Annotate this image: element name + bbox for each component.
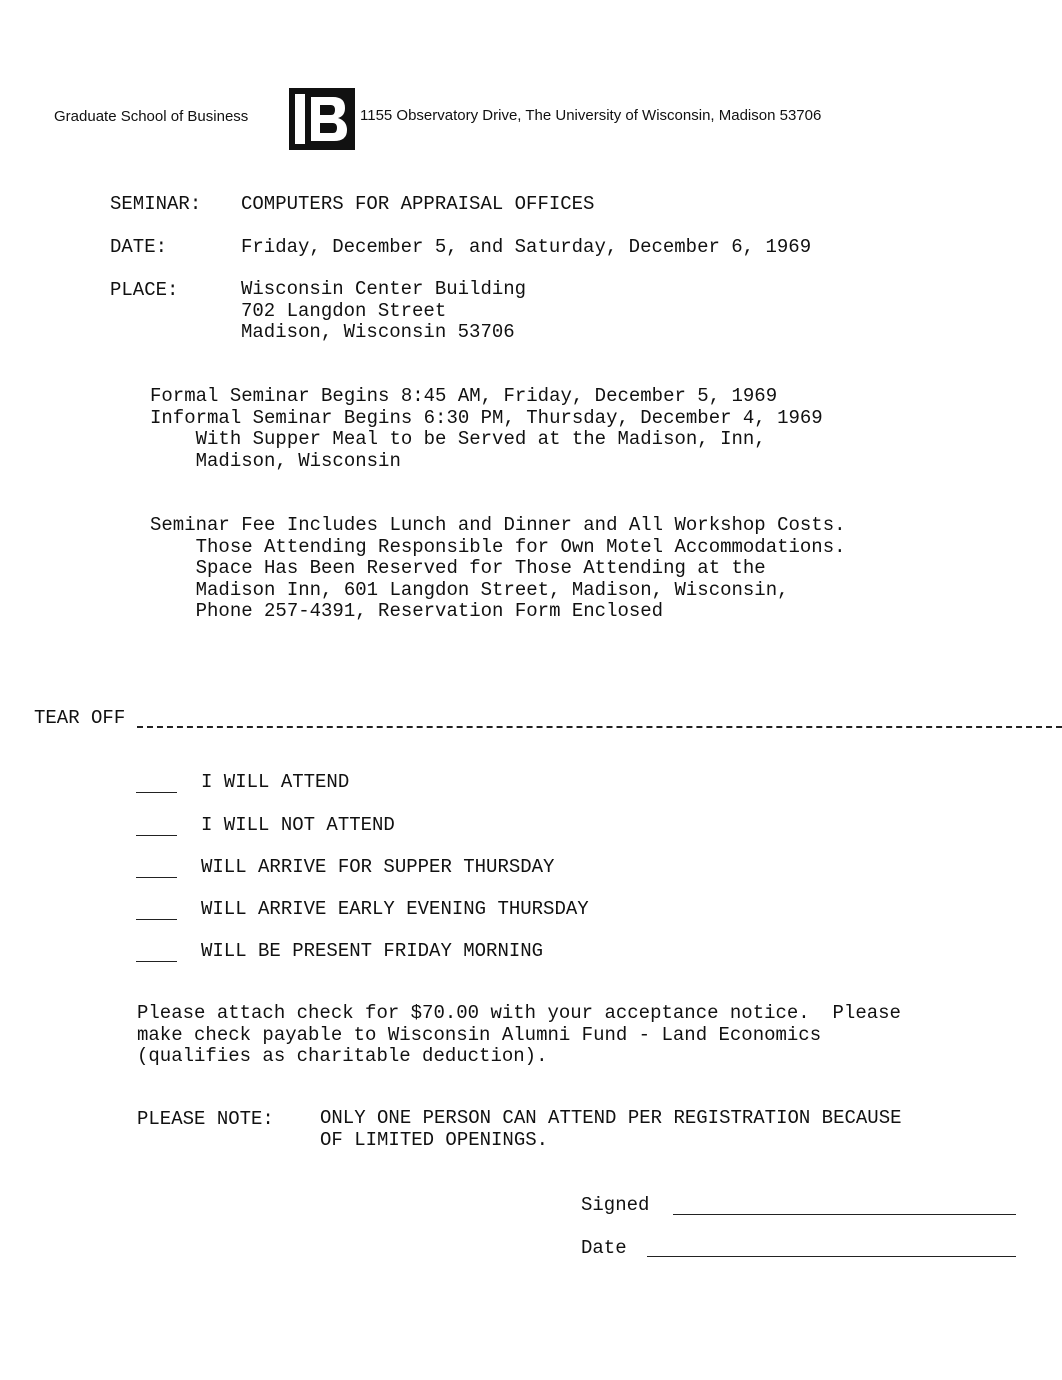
tear-off-line [137, 726, 1062, 728]
schedule-block [150, 386, 823, 472]
university-logo [289, 88, 355, 150]
signature-line[interactable] [673, 1214, 1016, 1215]
seminar-label: SEMINAR: [110, 193, 202, 215]
fee-block [150, 515, 846, 623]
supper-thursday-blank[interactable] [136, 877, 177, 878]
option-label: I WILL ATTEND [201, 771, 350, 793]
schedule-line: Formal Seminar Begins 8:45 AM, Friday, December 5, 1969 [150, 385, 778, 407]
not-attend-blank[interactable] [136, 835, 177, 836]
payment-line: (qualifies as charitable deduction). [137, 1045, 548, 1067]
place-line: Wisconsin Center Building [241, 278, 527, 300]
fee-line: Madison Inn, 601 Langdon Street, Madison, Wisconsin, [150, 578, 789, 601]
school-name: Graduate School of Business [54, 108, 249, 125]
place-line: Madison, Wisconsin 53706 [241, 321, 515, 343]
date-line[interactable] [647, 1256, 1016, 1257]
fee-line: Seminar Fee Includes Lunch and Dinner and All Workshop Costs. [150, 514, 846, 536]
place-label: PLACE: [110, 279, 179, 301]
seminar-title: COMPUTERS FOR APPRAISAL OFFICES [241, 193, 595, 215]
logo-b-icon [289, 88, 355, 150]
school-address: 1155 Observatory Drive, The University of Wisconsin, Madison 53706 [360, 107, 822, 124]
option-label: WILL ARRIVE FOR SUPPER THURSDAY [201, 856, 555, 878]
fee-line: Phone 257-4391, Reservation Form Enclosed [150, 600, 664, 622]
signed-label: Signed [581, 1194, 650, 1216]
fee-line: Space Has Been Reserved for Those Attending at the [150, 557, 766, 579]
schedule-line: Madison, Wisconsin [150, 449, 401, 472]
option-label: WILL ARRIVE EARLY EVENING THURSDAY [201, 898, 589, 920]
payment-line: Please attach check for $70.00 with your acceptance notice. Please [137, 1002, 901, 1024]
payment-block [137, 1003, 901, 1068]
seminar-date: Friday, December 5, and Saturday, December 6, 1969 [241, 236, 812, 258]
payment-line: make check payable to Wisconsin Alumni Fund - Land Economics [137, 1023, 822, 1046]
note-line: ONLY ONE PERSON CAN ATTEND PER REGISTRATION BECAUSE [320, 1107, 902, 1129]
schedule-line: Informal Seminar Begins 6:30 PM, Thursday, December 4, 1969 [150, 406, 823, 429]
schedule-line: With Supper Meal to be Served at the Madison, Inn, [150, 428, 766, 450]
attend-blank[interactable] [136, 792, 177, 793]
date-label: DATE: [110, 236, 168, 258]
note-text [320, 1108, 902, 1151]
date-sign-label: Date [581, 1237, 627, 1259]
tear-off-label: TEAR OFF [34, 707, 126, 729]
option-label: WILL BE PRESENT FRIDAY MORNING [201, 940, 544, 962]
option-label: I WILL NOT ATTEND [201, 814, 395, 836]
note-line: OF LIMITED OPENINGS. [320, 1128, 549, 1151]
place-line: 702 Langdon Street [241, 299, 447, 322]
friday-morning-blank[interactable] [136, 961, 177, 962]
early-evening-blank[interactable] [136, 919, 177, 920]
place-address [241, 279, 526, 344]
note-label: PLEASE NOTE: [137, 1108, 274, 1130]
fee-line: Those Attending Responsible for Own Motel Accommodations. [150, 535, 846, 558]
